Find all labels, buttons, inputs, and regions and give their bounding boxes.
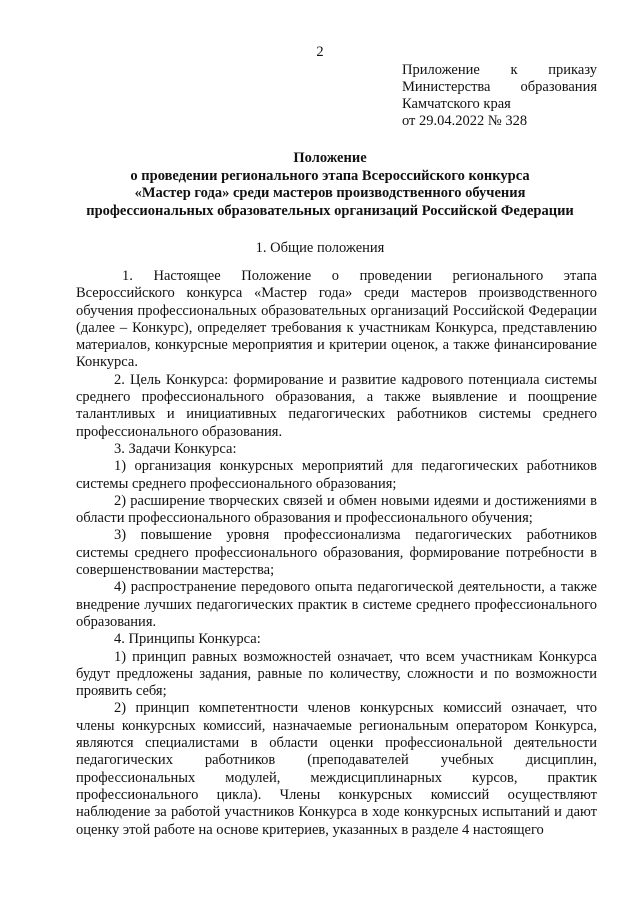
title-line: о проведении регионального этапа Всероссийского конкурса [130,167,530,184]
title-line: профессиональных образовательных организаций Российской Федерации [86,202,574,219]
page-number: 2 [316,44,324,60]
appendix-line: Министерства образования [402,79,597,95]
section-heading: 1. Общие положения [255,240,385,256]
body-text [76,268,597,839]
paragraph: 3. Задачи Конкурса: [114,440,237,457]
paragraph: 3) повышение уровня профессионализма педагогических работников системы среднего профессионального образования, формирование потребности в совершенствовании мастерства; [76,527,597,579]
paragraph: 1) принцип равных возможностей означает, что всем участникам Конкурса будут предложены задания, равные по количеству, сложности и по возможности проявить себя; [76,648,597,700]
paragraph: 2) принцип компетентности членов конкурсных комиссий означает, что члены конкурсных комиссий, назначаемые региональным оператором Конкурса, являются специалистами в области оценки профессиональной деятельности педагогических работников (преподавателей учебных дисциплин, профессиональных модулей, междисциплинарных курсов, практик профессионального цикла). Члены конкурсных комиссий осуществляют наблюдение за работой участников Конкурса в ходе конкурсных испытаний и дают оценку этой работе на основе критериев, указанных в разделе 4 настоящего [76,700,597,838]
appendix-block [402,62,597,130]
appendix-line: Камчатского края [402,96,511,112]
paragraph: 2) расширение творческих связей и обмен новыми идеями и достижениями в области профессионального образования и профессионального обучения; [76,492,597,527]
paragraph: 2. Цель Конкурса: формирование и развитие кадрового потенциала системы среднего профессионального образования, а также выявление и поощрение талантливых и инициативных педагогических работников системы среднего профессионального образования. [76,371,597,440]
appendix-line: от 29.04.2022 № 328 [402,113,528,129]
paragraph: 4) распространение передового опыта педагогической деятельности, а также внедрение лучших педагогических практик в системе среднего профессионального образования. [76,579,597,630]
paragraph: 4. Принципы Конкурса: [114,631,261,648]
title-line: «Мастер года» среди мастеров производственного обучения [134,185,526,201]
paragraph: 1) организация конкурсных мероприятий для педагогических работников системы среднего профессионального образования; [76,458,597,492]
paragraph: 1. Настоящее Положение о проведении регионального этапа Всероссийского конкурса «Мастер года» среди мастеров производственного обучения профессиональных образовательных организаций Российской Федерации (далее – Конкурс), определяет требования к участникам Конкурса, представлению материалов, конкурсные мероприятия и критерии оценок, а также финансирование Конкурса. [76,268,597,371]
title-line: Положение [293,150,367,166]
document-title [60,150,600,220]
appendix-line: Приложение к приказу [402,62,597,78]
